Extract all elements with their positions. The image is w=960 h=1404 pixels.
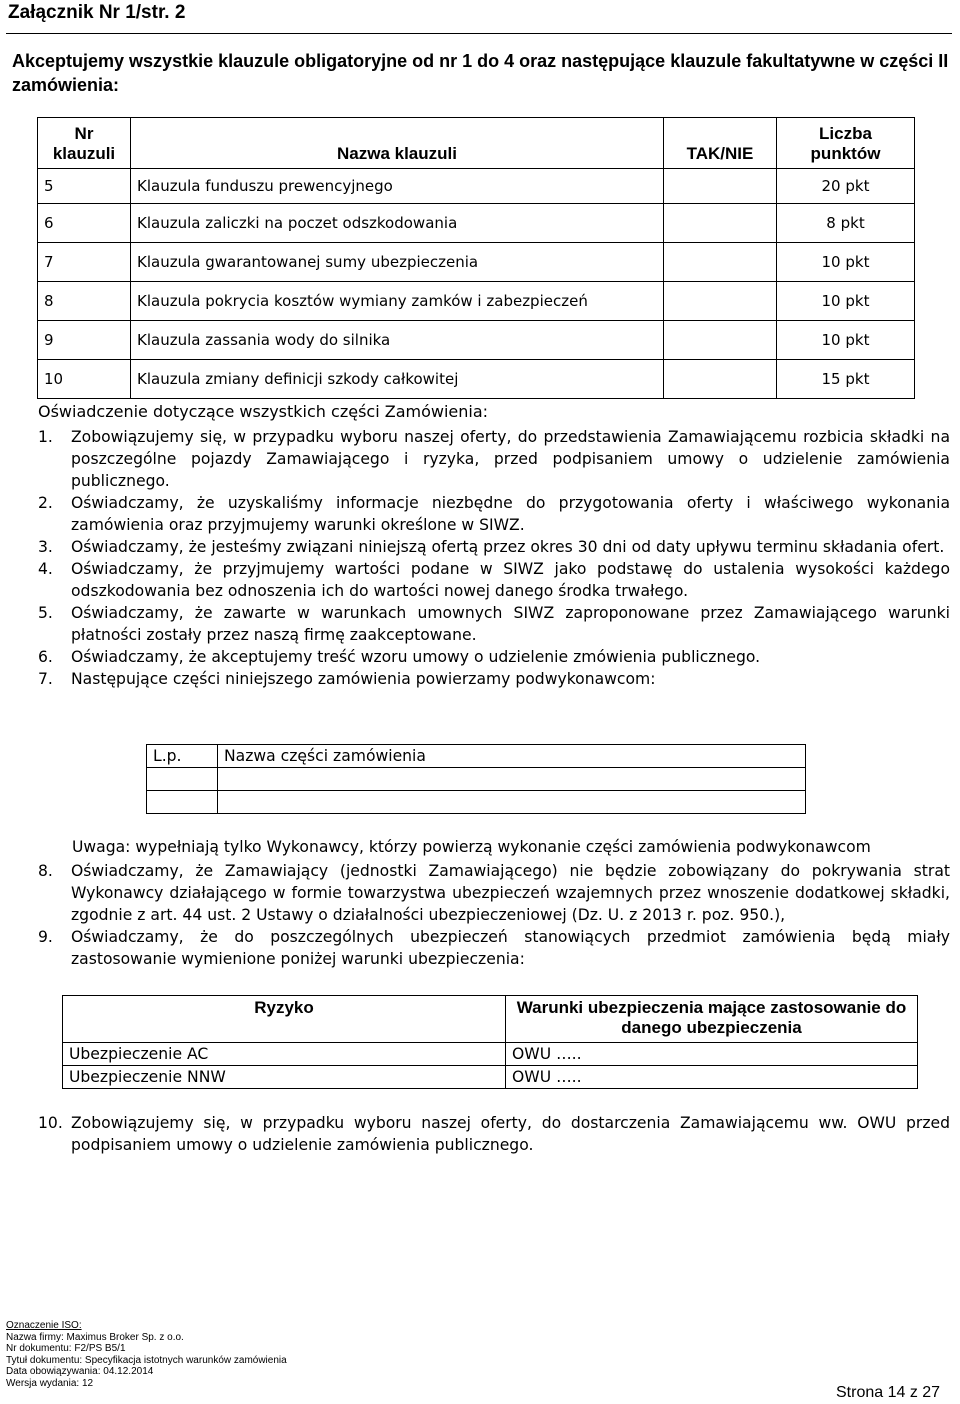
footer-doc-title: Tytuł dokumentu: Specyfikacja istotnych warunków zamówienia — [6, 1354, 287, 1366]
clause-name: Klauzula funduszu prewencyjnego — [131, 169, 664, 204]
clause-name: Klauzula zassania wody do silnika — [131, 321, 664, 360]
risk-name: Ubezpieczenie AC — [63, 1043, 506, 1066]
subcontract-header-row — [147, 745, 806, 768]
clause-tak-nie[interactable] — [664, 169, 777, 204]
header-lp: L.p. — [147, 745, 218, 768]
header-points: Liczba punktów — [777, 118, 915, 169]
clause-nr: 10 — [38, 360, 131, 399]
table-row — [38, 204, 915, 243]
item-text: Zobowiązujemy się, w przypadku wyboru naszej oferty, do dostarczenia Zamawiającemu ww. OWU przed podpisaniem umowy o udzielenie zamówienia publicznego. — [71, 1114, 950, 1154]
risk-conditions[interactable]: OWU ….. — [506, 1043, 918, 1066]
risk-conditions[interactable]: OWU ….. — [506, 1066, 918, 1089]
clause-table-header-row — [38, 118, 915, 169]
list-item — [38, 668, 950, 690]
header-conditions: Warunki ubezpieczenia mające zastosowanie do danego ubezpieczenia — [506, 996, 918, 1043]
table-row — [63, 1043, 918, 1066]
item-number: 4. — [38, 560, 53, 578]
clause-nr: 7 — [38, 243, 131, 282]
header-part-name: Nazwa części zamówienia — [218, 745, 806, 768]
header-nr: Nr klauzuli — [38, 118, 131, 169]
footer-doc-number: Nr dokumentu: F2/PS B5/1 — [6, 1343, 126, 1354]
item-text: Oświadczamy, że zawarte w warunkach umownych SIWZ zaproponowane przez Zamawiającego warunki płatności zostały przez naszą firmę zaakceptowane. — [71, 604, 950, 644]
item-text: Oświadczamy, że Zamawiający (jednostki Zamawiającego) nie będzie zobowiązany do pokrywania strat Wykonawcy działającego w formie towarzystwa ubezpieczeń wzajemnych przez wnoszenie dodatkowej składki, zgodnie z art. 44 ust. 2 Ustawy o działalności ubezpieczeniowej (Dz. U. z 2013 r. poz. 950.), — [71, 862, 950, 924]
list-item — [38, 646, 950, 668]
risk-header-row — [63, 996, 918, 1043]
statements-list-b — [38, 860, 950, 970]
table-row — [38, 169, 915, 204]
subcontract-lp-cell[interactable] — [147, 768, 218, 791]
clause-points: 20 pkt — [777, 169, 915, 204]
item-text: Oświadczamy, że do poszczególnych ubezpieczeń stanowiących przedmiot zamówienia będą miały zastosowanie wymienione poniżej warunki ubezpieczenia: — [71, 928, 950, 968]
clause-points: 15 pkt — [777, 360, 915, 399]
list-item — [38, 558, 950, 602]
clause-name: Klauzula zmiany definicji szkody całkowitej — [131, 360, 664, 399]
footer-valid-date: Data obowiązywania: 04.12.2014 — [6, 1366, 154, 1377]
item-text: Oświadczamy, że uzyskaliśmy informacje niezbędne do przygotowania oferty i właściwego wykonania zamówienia oraz przyjmujemy warunki określone w SIWZ. — [71, 494, 950, 534]
table-row — [38, 321, 915, 360]
item-number: 9. — [38, 928, 53, 946]
page-number: Strona 14 z 27 — [836, 1384, 941, 1401]
clause-table — [37, 117, 915, 399]
clause-points: 10 pkt — [777, 243, 915, 282]
clause-tak-nie[interactable] — [664, 321, 777, 360]
item-text: Zobowiązujemy się, w przypadku wyboru naszej oferty, do przedstawienia Zamawiającemu rozbicia składki na poszczególne pojazdy Zamawiającego i ryzyka, przed podpisaniem umowy o udzielenie zamówienia publicznego. — [71, 428, 950, 490]
list-item — [38, 602, 950, 646]
table-row — [38, 282, 915, 321]
table-row — [38, 360, 915, 399]
clause-name: Klauzula gwarantowanej sumy ubezpieczenia — [131, 243, 664, 282]
clause-points: 8 pkt — [777, 204, 915, 243]
subcontract-lp-cell[interactable] — [147, 791, 218, 814]
clause-name: Klauzula pokrycia kosztów wymiany zamków i zabezpieczeń — [131, 282, 664, 321]
header-divider — [6, 33, 952, 34]
clause-tak-nie[interactable] — [664, 204, 777, 243]
list-item — [38, 492, 950, 536]
statements-list — [38, 426, 950, 690]
item-text: Następujące części niniejszego zamówienia powierzamy podwykonawcom: — [71, 670, 656, 688]
intro-paragraph: Akceptujemy wszystkie klauzule obligatoryjne od nr 1 do 4 oraz następujące klauzule fakultatywne w części II zamówienia: — [12, 51, 949, 95]
subcontract-note: Uwaga: wypełniają tylko Wykonawcy, którzy powierzą wykonanie części zamówienia podwykonawcom — [72, 838, 871, 856]
list-item — [38, 536, 950, 558]
item-number: 6. — [38, 648, 53, 666]
page-header-title: Załącznik Nr 1/str. 2 — [8, 2, 186, 23]
clause-nr: 5 — [38, 169, 131, 204]
item-number: 5. — [38, 604, 53, 622]
subcontract-name-cell[interactable] — [218, 768, 806, 791]
item-text: Oświadczamy, że jesteśmy związani niniejszą ofertą przez okres 30 dni od daty upływu terminu składania ofert. — [71, 538, 945, 556]
item-text: Oświadczamy, że akceptujemy treść wzoru umowy o udzielenie zmówienia publicznego. — [71, 648, 761, 666]
subcontract-table — [146, 744, 806, 814]
clause-nr: 6 — [38, 204, 131, 243]
list-item — [38, 926, 950, 970]
header-risk: Ryzyko — [63, 996, 506, 1043]
item-number: 10. — [38, 1114, 63, 1132]
statements-list-c — [38, 1112, 950, 1156]
item-number: 8. — [38, 862, 53, 880]
clause-points: 10 pkt — [777, 321, 915, 360]
statements-heading: Oświadczenie dotyczące wszystkich części Zamówienia: — [38, 402, 489, 421]
risk-name: Ubezpieczenie NNW — [63, 1066, 506, 1089]
list-item — [38, 426, 950, 492]
document-footer — [6, 1320, 287, 1389]
item-text: Oświadczamy, że przyjmujemy wartości podane w SIWZ jako podstawę do ustalenia wysokości każdego odszkodowania bez odnoszenia ich do wartości nowej danego środka trwałego. — [71, 560, 950, 600]
clause-points: 10 pkt — [777, 282, 915, 321]
table-row — [147, 791, 806, 814]
header-name: Nazwa klauzuli — [131, 118, 664, 169]
clause-name: Klauzula zaliczki na poczet odszkodowania — [131, 204, 664, 243]
item-number: 1. — [38, 428, 53, 446]
item-number: 7. — [38, 670, 53, 688]
footer-iso-label: Oznaczenie ISO: — [6, 1320, 82, 1331]
clause-tak-nie[interactable] — [664, 360, 777, 399]
list-item — [38, 1112, 950, 1156]
table-row — [63, 1066, 918, 1089]
clause-nr: 9 — [38, 321, 131, 360]
header-tak-nie: TAK/NIE — [664, 118, 777, 169]
clause-nr: 8 — [38, 282, 131, 321]
footer-edition: Wersja wydania: 12 — [6, 1377, 94, 1389]
clause-tak-nie[interactable] — [664, 282, 777, 321]
list-item — [38, 860, 950, 926]
table-row — [38, 243, 915, 282]
footer-company: Nazwa firmy: Maximus Broker Sp. z o.o. — [6, 1331, 184, 1343]
item-number: 2. — [38, 494, 53, 512]
risk-table — [62, 995, 918, 1089]
subcontract-name-cell[interactable] — [218, 791, 806, 814]
clause-tak-nie[interactable] — [664, 243, 777, 282]
item-number: 3. — [38, 538, 53, 556]
table-row — [147, 768, 806, 791]
